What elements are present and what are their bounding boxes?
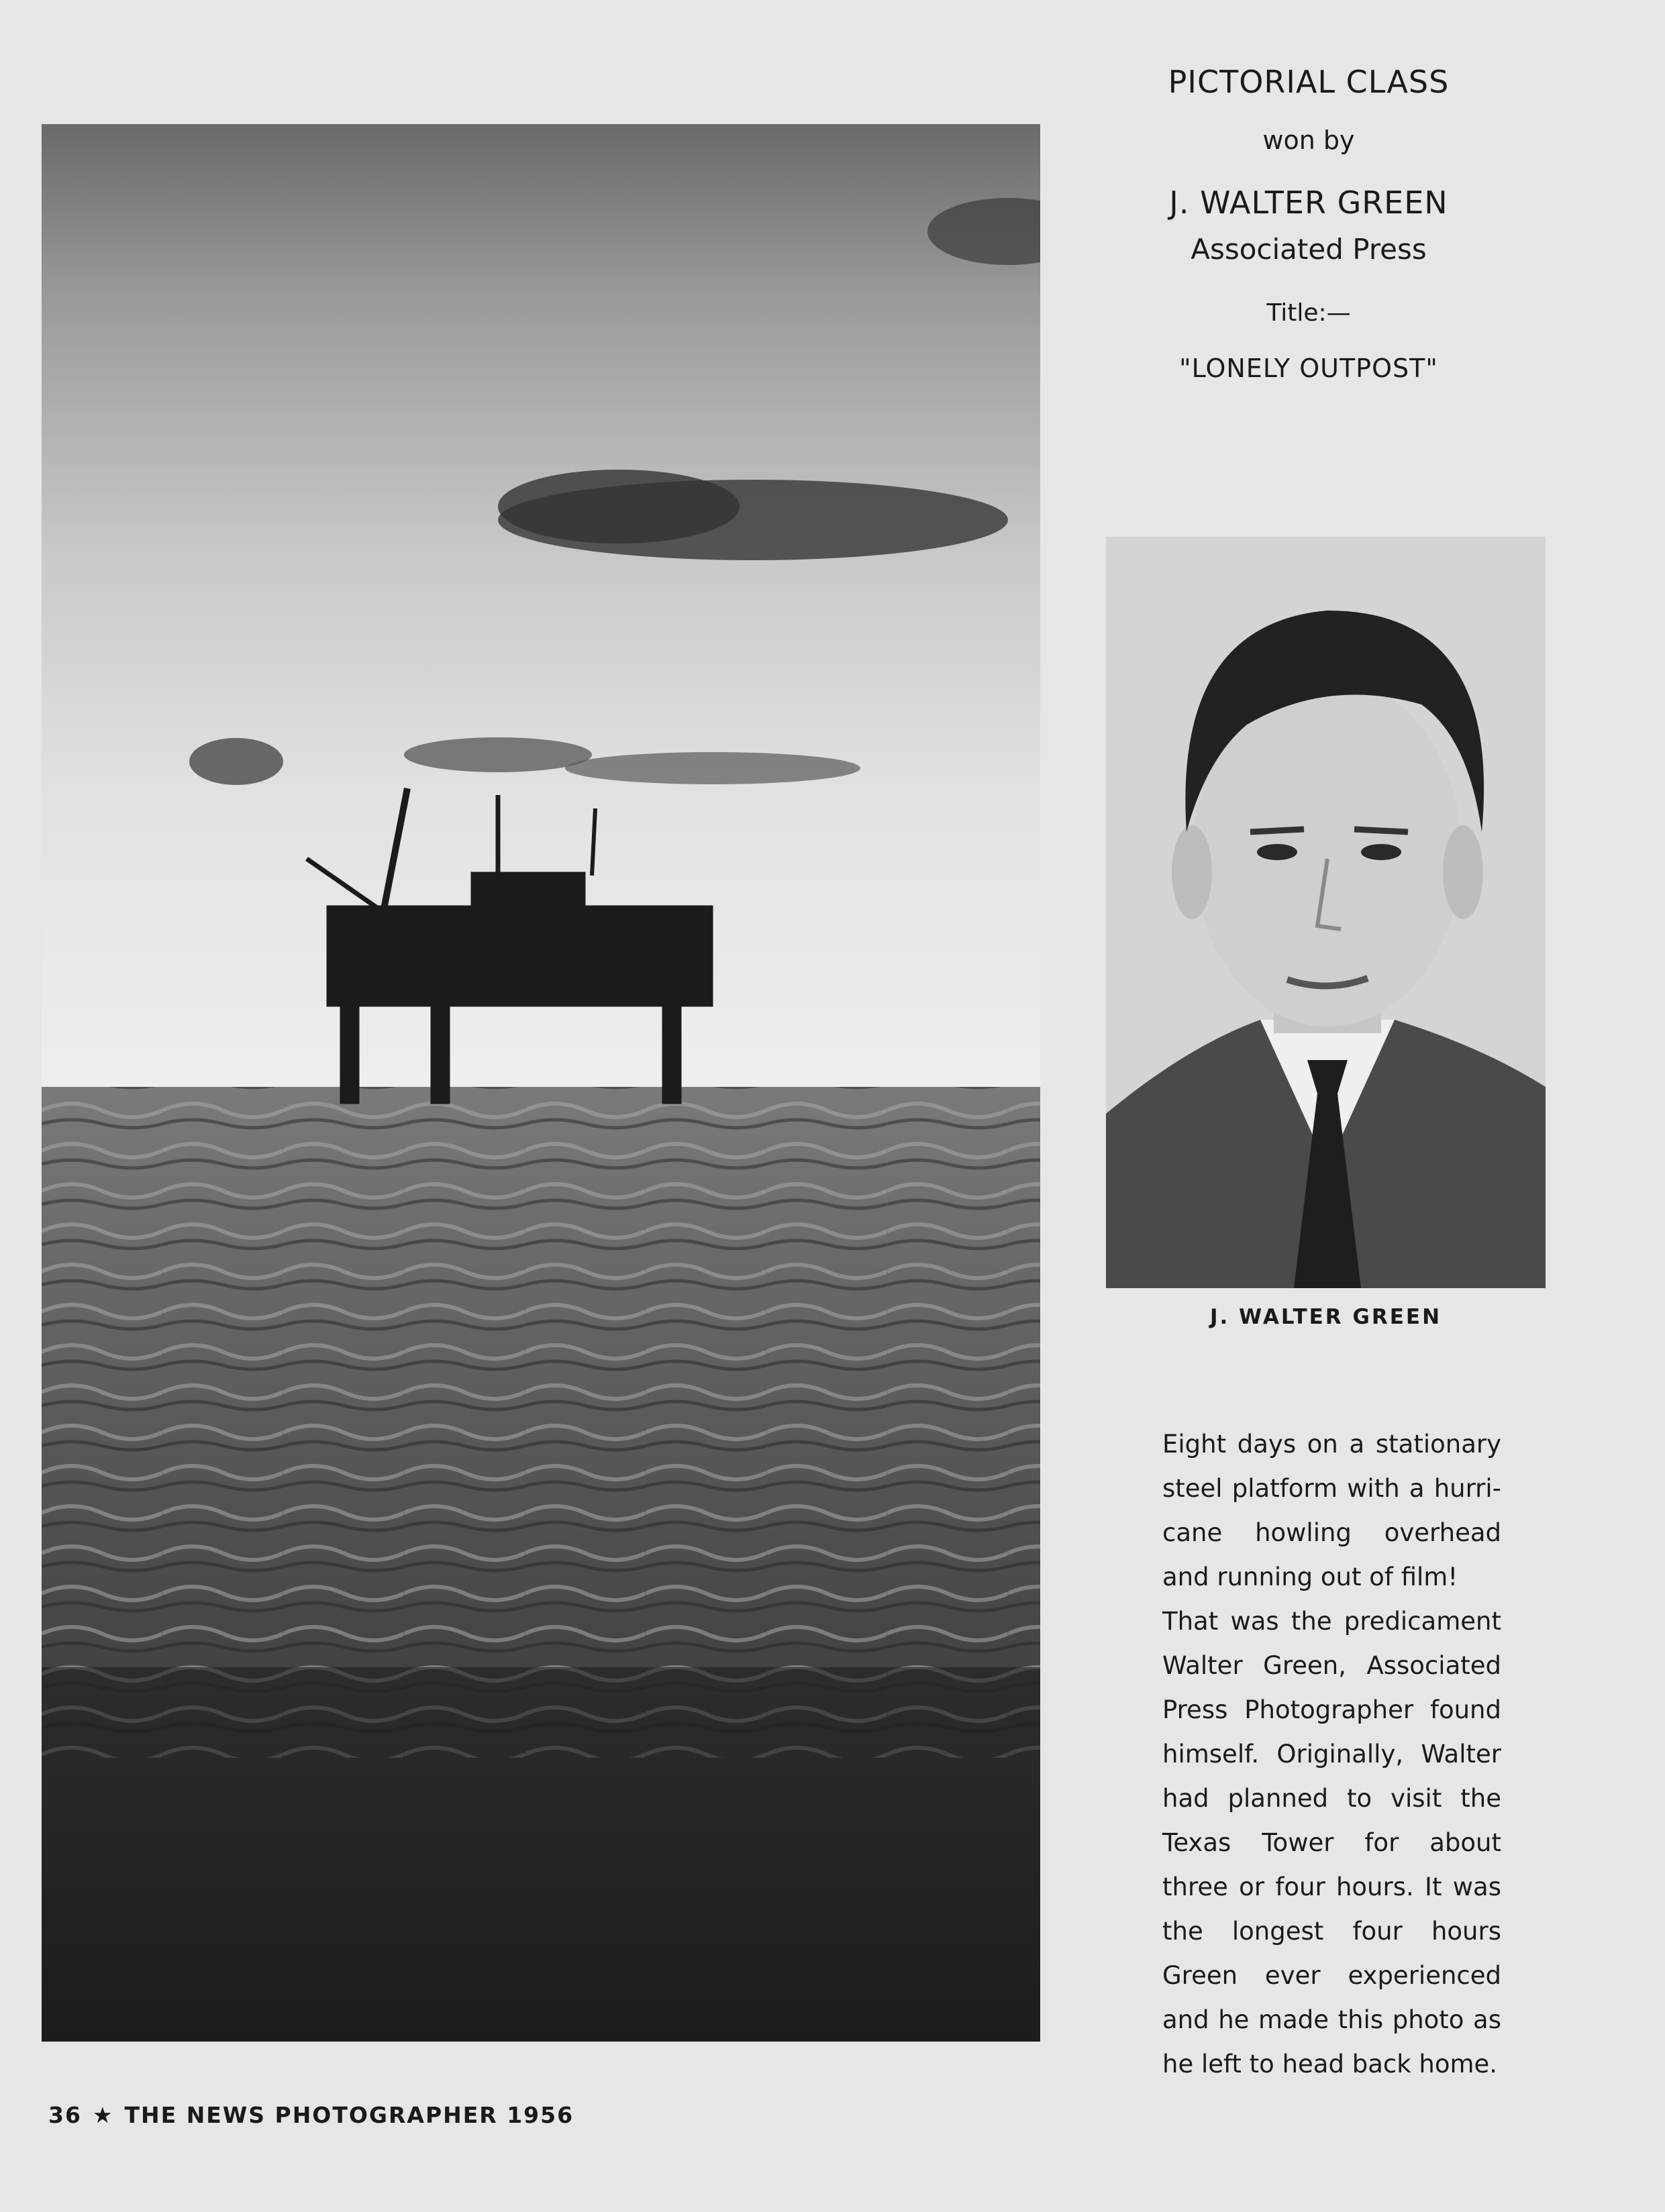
publication-name: THE NEWS PHOTOGRAPHER 1956 [124, 2102, 574, 2128]
story-paragraph-2: That was the predicament Walter Green, Associated Press Photographer found himself. Originally, Walter had planned to visit the Texas Tower for about three or four hours. It was the longest four hours Green ever experienced and he made this photo as he left to head back home. [1162, 1607, 1501, 2078]
page-number: 36 [48, 2102, 82, 2128]
page-footer [48, 2102, 574, 2128]
won-by-label: won by [1262, 125, 1355, 155]
story-paragraph-1: Eight days on a stationary steel platform with a hurri-cane howling overhead and running out of film! [1162, 1430, 1501, 1591]
star-icon: ★ [92, 2102, 114, 2128]
award-class-heading: PICTORIAL CLASS [1168, 64, 1450, 100]
offshore-platform-photo [42, 124, 1040, 2042]
award-header [1087, 64, 1530, 383]
title-label: Title:— [1266, 299, 1351, 327]
story-text [1162, 1422, 1501, 2087]
portrait-image [1106, 537, 1546, 1288]
winner-name: J. WALTER GREEN [1169, 185, 1448, 221]
portrait-photo [1106, 537, 1546, 1288]
main-photograph [42, 124, 1040, 2042]
photo-title: "LONELY OUTPOST" [1179, 354, 1438, 383]
portrait-caption: J. WALTER GREEN [1209, 1305, 1442, 1329]
winner-agency: Associated Press [1191, 233, 1427, 266]
